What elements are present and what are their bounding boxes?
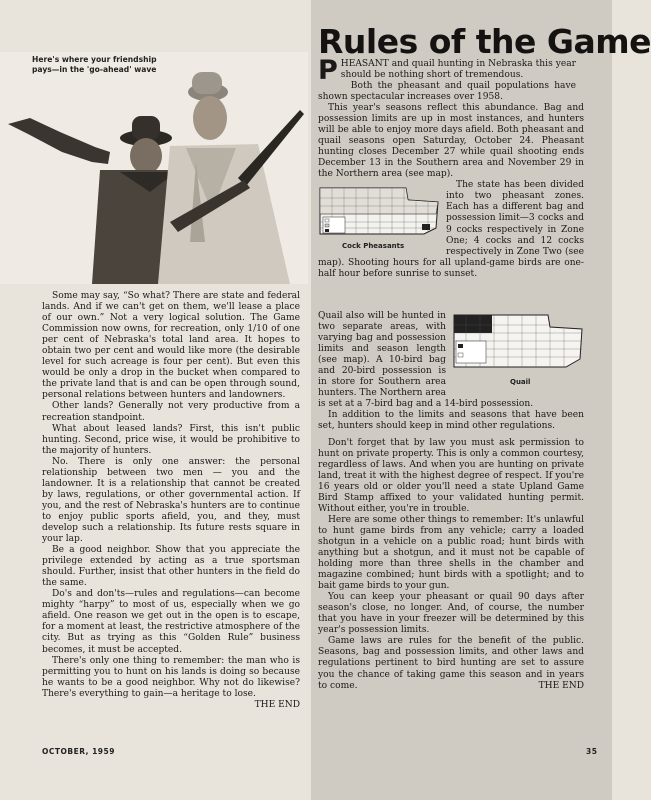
- paragraph: No. There is only one answer: the personal relationship between two men — you and the landowner. It is a relationship that cannot be created by laws, regulations, or other governmental action. If you, and the rest of Nebraska's hunters are to continue to enjoy public sports afield, you, and they, must develop such a relationship. Its future rests square in your lap.: [42, 456, 300, 545]
- pheasant-map-label: Cock Pheasants: [342, 242, 405, 251]
- left-column-text: [42, 291, 300, 711]
- photo-caption: [32, 55, 162, 75]
- paragraph: Quail also will be hunted in two separate areas, with varying bag and possession limits and season length (see map). A 10-bird bag and 20-bird possession is in store for Southern area hunters. The Northern area is set at a 7-bird bag and a 14-bird possession.: [318, 311, 534, 410]
- hunters-photo: [0, 52, 308, 284]
- hunters-illustration: [0, 52, 308, 284]
- drop-cap: P: [318, 55, 338, 86]
- pheasant-map-graphic: [318, 184, 440, 240]
- paragraph: Don't forget that by law you must ask permission to hunt on private property. This is only a common courtesy, regardless of laws. And when you are hunting on private land, treat it with the highest degree of respect. If you're 16 years old or older you'll need a state Upland Game Bird Stamp affixed to your validated hunting permit. Without either, you're in trouble.: [318, 437, 584, 514]
- paragraph: Do's and don'ts—rules and regulations—can become mighty “harpy” to most of us, especially when we go afield. One reason we get out in the open is to escape, for a moment at least, the restrictive atmosphere of the city. But as trying as this “Golden Rule” business becomes, it must be accepted.: [42, 589, 300, 655]
- paragraph: The state has been divided into two pheasant zones. Each has a different bag and possession limit—3 cocks and 9 cocks respectively in Zone One; 4 cocks and 12 cocks respectively in Zone Two (see map). Shooting hours for all upland-game birds are one-half hour before sunrise to sunset.: [318, 180, 584, 279]
- issue-date: OCTOBER, 1959: [42, 747, 115, 756]
- paragraph: Other lands? Generally not very productive from a recreation standpoint.: [42, 401, 300, 423]
- paragraph-text: Game laws are rules for the benefit of the public. Seasons, bag and possession limits, and other laws and regulations pertinent to bird hunting are set to assure you the chance of taking game this season and in years to come.: [318, 636, 584, 691]
- paragraph: [318, 636, 584, 691]
- paragraph: [318, 103, 584, 180]
- paragraph: Be a good neighbor. Show that you appreciate the privilege extended by acting as a true sportsman should. Further, insist that other hunters in the field do the same.: [42, 545, 300, 589]
- paragraph: Here are some other things to remember: It's unlawful to hunt game birds from any vehicle; carry a loaded shotgun in a vehicle on a public road; hunt birds with anything but a shotgun, and it must not be capable of holding more than three shells in the chamber and magazine combined; hunt birds with a spotlight; and to bait game birds to your gun.: [318, 514, 584, 592]
- article-block-quail: [318, 311, 584, 692]
- lead-paragraph: [318, 55, 576, 86]
- quail-area-map: [452, 313, 584, 389]
- caption-line: pays—in the 'go-ahead' wave: [32, 65, 157, 74]
- pheasant-zone-map: [318, 184, 440, 250]
- paragraph: Both the pheasant and quail populations have shown spectacular increases over 1958.: [318, 81, 576, 103]
- paragraph: You can keep your pheasant or quail 90 days after season's close, no longer. And, of course, the number that you have in your freezer will be determined by this year's possession limits.: [318, 592, 584, 636]
- page-number: 35: [586, 747, 598, 756]
- paragraph-text: This year's seasons reflect this abundance. Bag and possession limits are up in most instances, and hunters will be able to enjoy more days afield. Both pheasant and quail seasons open Saturday, October 24. Pheasant hunting closes December 27 while quail shooting ends December 13 in the Southern area and November 29 in the Northern area (see map).: [318, 103, 584, 180]
- lead-text: HEASANT and quail hunting in Nebraska this year should be nothing short of tremendous.: [340, 59, 576, 81]
- the-end-mark: THE END: [254, 699, 300, 710]
- article-block-pheasant: [318, 103, 584, 280]
- quail-map-label: Quail: [510, 378, 531, 386]
- paragraph: [42, 655, 300, 710]
- paragraph: In addition to the limits and seasons that have been set, hunters should keep in mind other regulations.: [318, 410, 584, 432]
- caption-line: Here's where your friendship: [32, 55, 157, 64]
- the-end-mark: THE END: [538, 680, 584, 691]
- article-title: Rules of the Game: [318, 22, 651, 61]
- article-intro: [318, 55, 576, 103]
- paragraph-text: There's only one thing to remember: the man who is permitting you to hunt on his lands is doing so because he wants to be a good neighbor. Why not do likewise? There's everything to gain—a heritage to lose.: [42, 655, 300, 699]
- paragraph: Some may say, “So what? There are state and federal lands. And if we can't get on them, we'll lease a place of our own.” Not a very logical solution. The Game Commission now owns, for recreation, only 1/10 of one per cent of Nebraska's total land area. It hopes to obtain two per cent and would like more (the desirable level for such acreage is four per cent). But even this would be only a drop in the bucket when compared to the private land that is and can be open through sound, personal relations between hunters and landowners.: [42, 291, 300, 401]
- quail-map-graphic: [452, 313, 584, 375]
- paragraph: What about leased lands? First, this isn't public hunting. Second, price wise, it would be prohibitive to the majority of hunters.: [42, 423, 300, 456]
